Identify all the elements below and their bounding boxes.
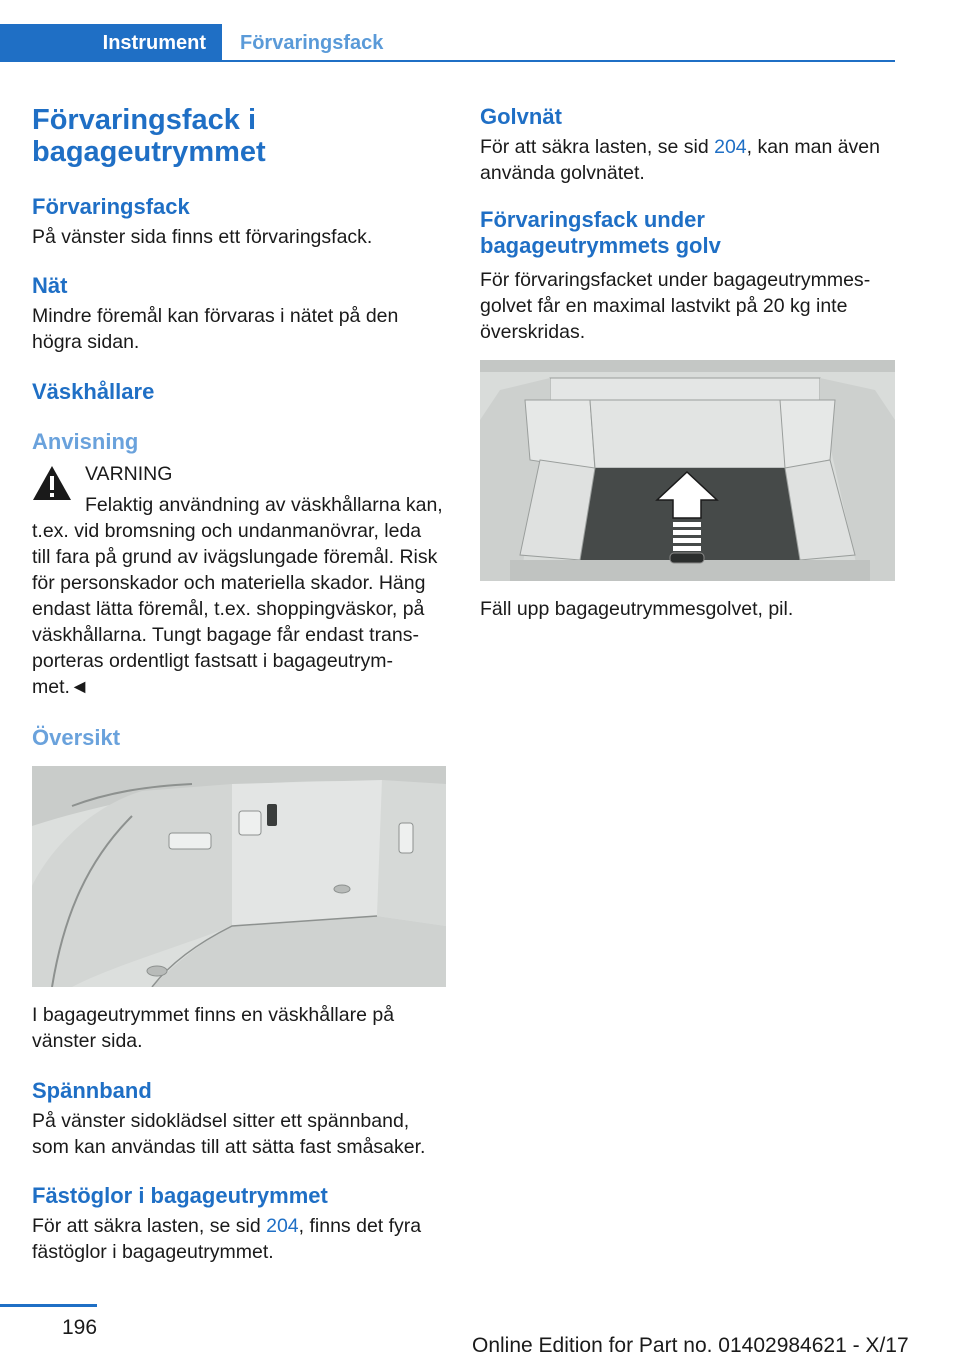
warning-title: VARNING xyxy=(85,463,173,485)
page-title: Förvaringsfack i bagageutrymmet xyxy=(32,104,266,168)
tab-instrument[interactable]: Instrument xyxy=(0,24,222,62)
page-link-204-right[interactable]: 204 xyxy=(714,136,747,158)
trunk-floor-photo xyxy=(480,360,895,581)
text-fastoglor xyxy=(32,1213,432,1265)
overview-caption: I bagageutrymmet finns en väskhållare på vänster sida. xyxy=(32,1004,395,1052)
heading-forvaringsfack: Förvaringsfack xyxy=(32,194,190,219)
warning-box xyxy=(32,461,446,700)
heading-spannband: Spännband xyxy=(32,1078,152,1103)
footer-rule xyxy=(0,1304,97,1307)
heading-forvaringsfack-golv: Förvaringsfack under bagageutrymmets golv xyxy=(480,207,721,258)
heading-vaskhallare: Väskhållare xyxy=(32,379,155,404)
left-column xyxy=(32,104,446,1265)
text-spannband: På vänster sidoklädsel sitter ett spännband, som kan användas till att sätta fast småsaker. xyxy=(32,1110,426,1158)
tab-forvaringsfack[interactable]: Förvaringsfack xyxy=(240,32,384,54)
heading-golvnat: Golvnät xyxy=(480,104,562,129)
footer-edition: Online Edition for Part no. 01402984621 - X/17 xyxy=(472,1334,909,1357)
page-header xyxy=(0,24,895,62)
heading-fastoglor: Fästöglor i bagageutrymmet xyxy=(32,1183,328,1208)
text-fastoglor-before: För att säkra lasten, se sid xyxy=(32,1215,267,1237)
text-forvaringsfack-golv: För förvaringsfacket under bagageutrymmesgolvet får en maximal lastvikt på 20 kg inte överskridas. xyxy=(480,269,871,343)
text-forvaringsfack: På vänster sida finns ett förvaringsfack. xyxy=(32,226,373,248)
text-fastoglor-after: , finns det fyra fästöglor i bagageutrymmet. xyxy=(32,1215,422,1263)
warning-triangle-icon xyxy=(32,465,72,501)
text-nat: Mindre föremål kan förvaras i nätet på den högra sidan. xyxy=(32,305,399,353)
text-golvnat-after: , kan man även använda golvnätet. xyxy=(480,136,880,184)
text-golvnat-before: För att säkra lasten, se sid xyxy=(480,136,715,158)
right-column xyxy=(480,104,895,622)
page-number: 196 xyxy=(62,1316,98,1339)
warning-first-line: Felaktig användning av väskhållarna kan, xyxy=(85,494,443,516)
page-link-204[interactable]: 204 xyxy=(266,1215,299,1237)
floor-photo-caption: Fäll upp bagageutrymmesgolvet, pil. xyxy=(480,598,794,620)
heading-nat: Nät xyxy=(32,273,68,298)
text-golvnat xyxy=(480,134,890,186)
warning-text: t.ex. vid bromsning och undanmanövrar, leda till fara på grund av ivägslungade föremål. Risk för personskador och materiella skador. Häng endast lätta föremål, t.ex. shoppingväskor, på väskhållarna. Tungt bagage får endast transporteras ordentligt fastsatt i bagageutrymmet.◄ xyxy=(32,520,438,698)
heading-oversikt: Översikt xyxy=(32,725,121,750)
trunk-overview-photo xyxy=(32,766,446,987)
heading-anvisning: Anvisning xyxy=(32,429,139,454)
